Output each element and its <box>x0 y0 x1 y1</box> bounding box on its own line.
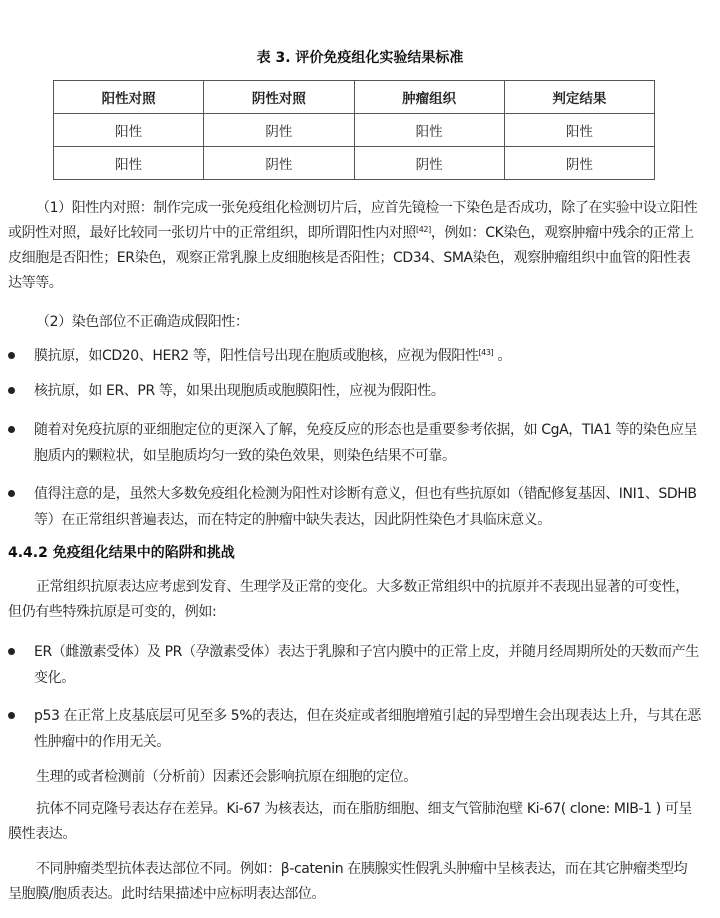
table-cell: 阴性 <box>504 147 654 180</box>
header-negative-control: 阴性对照 <box>204 81 354 114</box>
header-result: 判定结果 <box>504 81 654 114</box>
bullet-dot-icon <box>8 490 15 497</box>
bullet-membrane-antigen <box>34 343 702 369</box>
section-heading-4-4-2: 4.4.2 免疫组化结果中的陷阱和挑战 <box>8 545 235 561</box>
citation-42: [42] <box>416 225 431 234</box>
bullet-dot-icon <box>8 387 15 394</box>
bullet-subcellular-localization <box>34 417 702 469</box>
bullet-text: ER（雌激素受体）及 PR（孕激素受体）表达于乳腺和子宫内膜中的正常上皮，并随月经周期所处的天数而产生变化。 <box>34 644 699 686</box>
table-cell: 阳性 <box>54 147 204 180</box>
bullet-text: 值得注意的是，虽然大多数免疫组化检测为阳性对诊断有意义，但也有些抗原如（错配修复基因、INI1、SDHB 等）在正常组织普遍表达，而在特定的肿瘤中缺失表达，因此阴性染色才具临床意义。 <box>34 486 697 528</box>
paragraph-false-positive-heading: （2）染色部位不正确造成假阳性： <box>36 314 249 330</box>
bullet-text: 。 <box>493 348 511 364</box>
paragraph-preanalytic-factors: 生理的或者检测前（分析前）因素还会影响抗原在细胞的定位。 <box>36 769 417 785</box>
table-cell: 阳性 <box>504 114 654 147</box>
bullet-negative-staining <box>34 481 702 533</box>
paragraph-positive-internal-control <box>8 196 700 296</box>
header-tumor-tissue: 肿瘤组织 <box>354 81 504 114</box>
table-cell: 阴性 <box>354 147 504 180</box>
bullet-dot-icon <box>8 712 15 719</box>
bullet-text: 膜抗原，如CD20、HER2 等，阳性信号出现在胞质或胞核，应视为假阳性 <box>34 348 479 364</box>
paragraph-text: （1）阳性内对照：制作完成一张免疫组化检测切片后，应首先镜检一下染色是否成功，除了在实验中设立阳性或阴性对照，最好比较同一张切片中的正常组织，即所谓阳性内对照 <box>8 200 698 241</box>
bullet-nuclear-antigen <box>34 378 702 404</box>
paragraph-tumor-type: 不同肿瘤类型抗体表达部位不同。例如：β-catenin 在胰腺实性假乳头肿瘤中呈核表达，而在其它肿瘤类型均呈胞膜/胞质表达。此时结果描述中应标明表达部位。 <box>8 861 688 902</box>
bullet-text: p53 在正常上皮基底层可见至多 5%的表达，但在炎症或者细胞增殖引起的异型增生会出现表达上升，与其在恶性肿瘤中的作用无关。 <box>34 708 702 750</box>
bullet-p53 <box>34 703 702 755</box>
paragraph-normal-tissue-antigen: 正常组织抗原表达应考虑到发育、生理学及正常的变化。大多数正常组织中的抗原并不表现出显著的可变性，但仍有些特殊抗原是可变的，例如: <box>8 579 689 620</box>
evaluation-table <box>53 80 655 180</box>
table-cell: 阳性 <box>54 114 204 147</box>
bullet-dot-icon <box>8 426 15 433</box>
table-row <box>54 147 655 180</box>
table-cell: 阴性 <box>204 114 354 147</box>
bullet-text: 核抗原，如 ER、PR 等，如果出现胞质或胞膜阳性，应视为假阳性。 <box>34 383 445 399</box>
paragraph-antibody-clone: 抗体不同克隆号表达存在差异。Ki-67 为核表达，而在脂肪细胞、细支气管肺泡壁 Ki-67( clone: MIB-1 ) 可呈膜性表达。 <box>8 801 693 842</box>
table-cell: 阴性 <box>204 147 354 180</box>
bullet-dot-icon <box>8 648 15 655</box>
citation-43: [43] <box>478 348 494 357</box>
table-caption: 表 3. 评价免疫组化实验结果标准 <box>256 50 464 66</box>
paragraph-text: ，例如：CK染色，观察肿瘤中残余的正常上皮细胞是否阳性；ER染色，观察正常乳腺上皮细胞核是否阳性；CD34、SMA染色，观察肿瘤组织中血管的阳性表达等等。 <box>8 225 694 291</box>
header-positive-control: 阳性对照 <box>54 81 204 114</box>
table-header-row <box>54 81 655 114</box>
table-row <box>54 114 655 147</box>
bullet-dot-icon <box>8 352 15 359</box>
bullet-er-pr <box>34 639 702 691</box>
table-cell: 阳性 <box>354 114 504 147</box>
bullet-text: 随着对免疫抗原的亚细胞定位的更深入了解，免疫反应的形态也是重要参考依据，如 CgA，TIA1 等的染色应呈胞质内的颗粒状，如呈胞质均匀一致的染色效果，则染色结果不可靠。 <box>34 422 698 464</box>
